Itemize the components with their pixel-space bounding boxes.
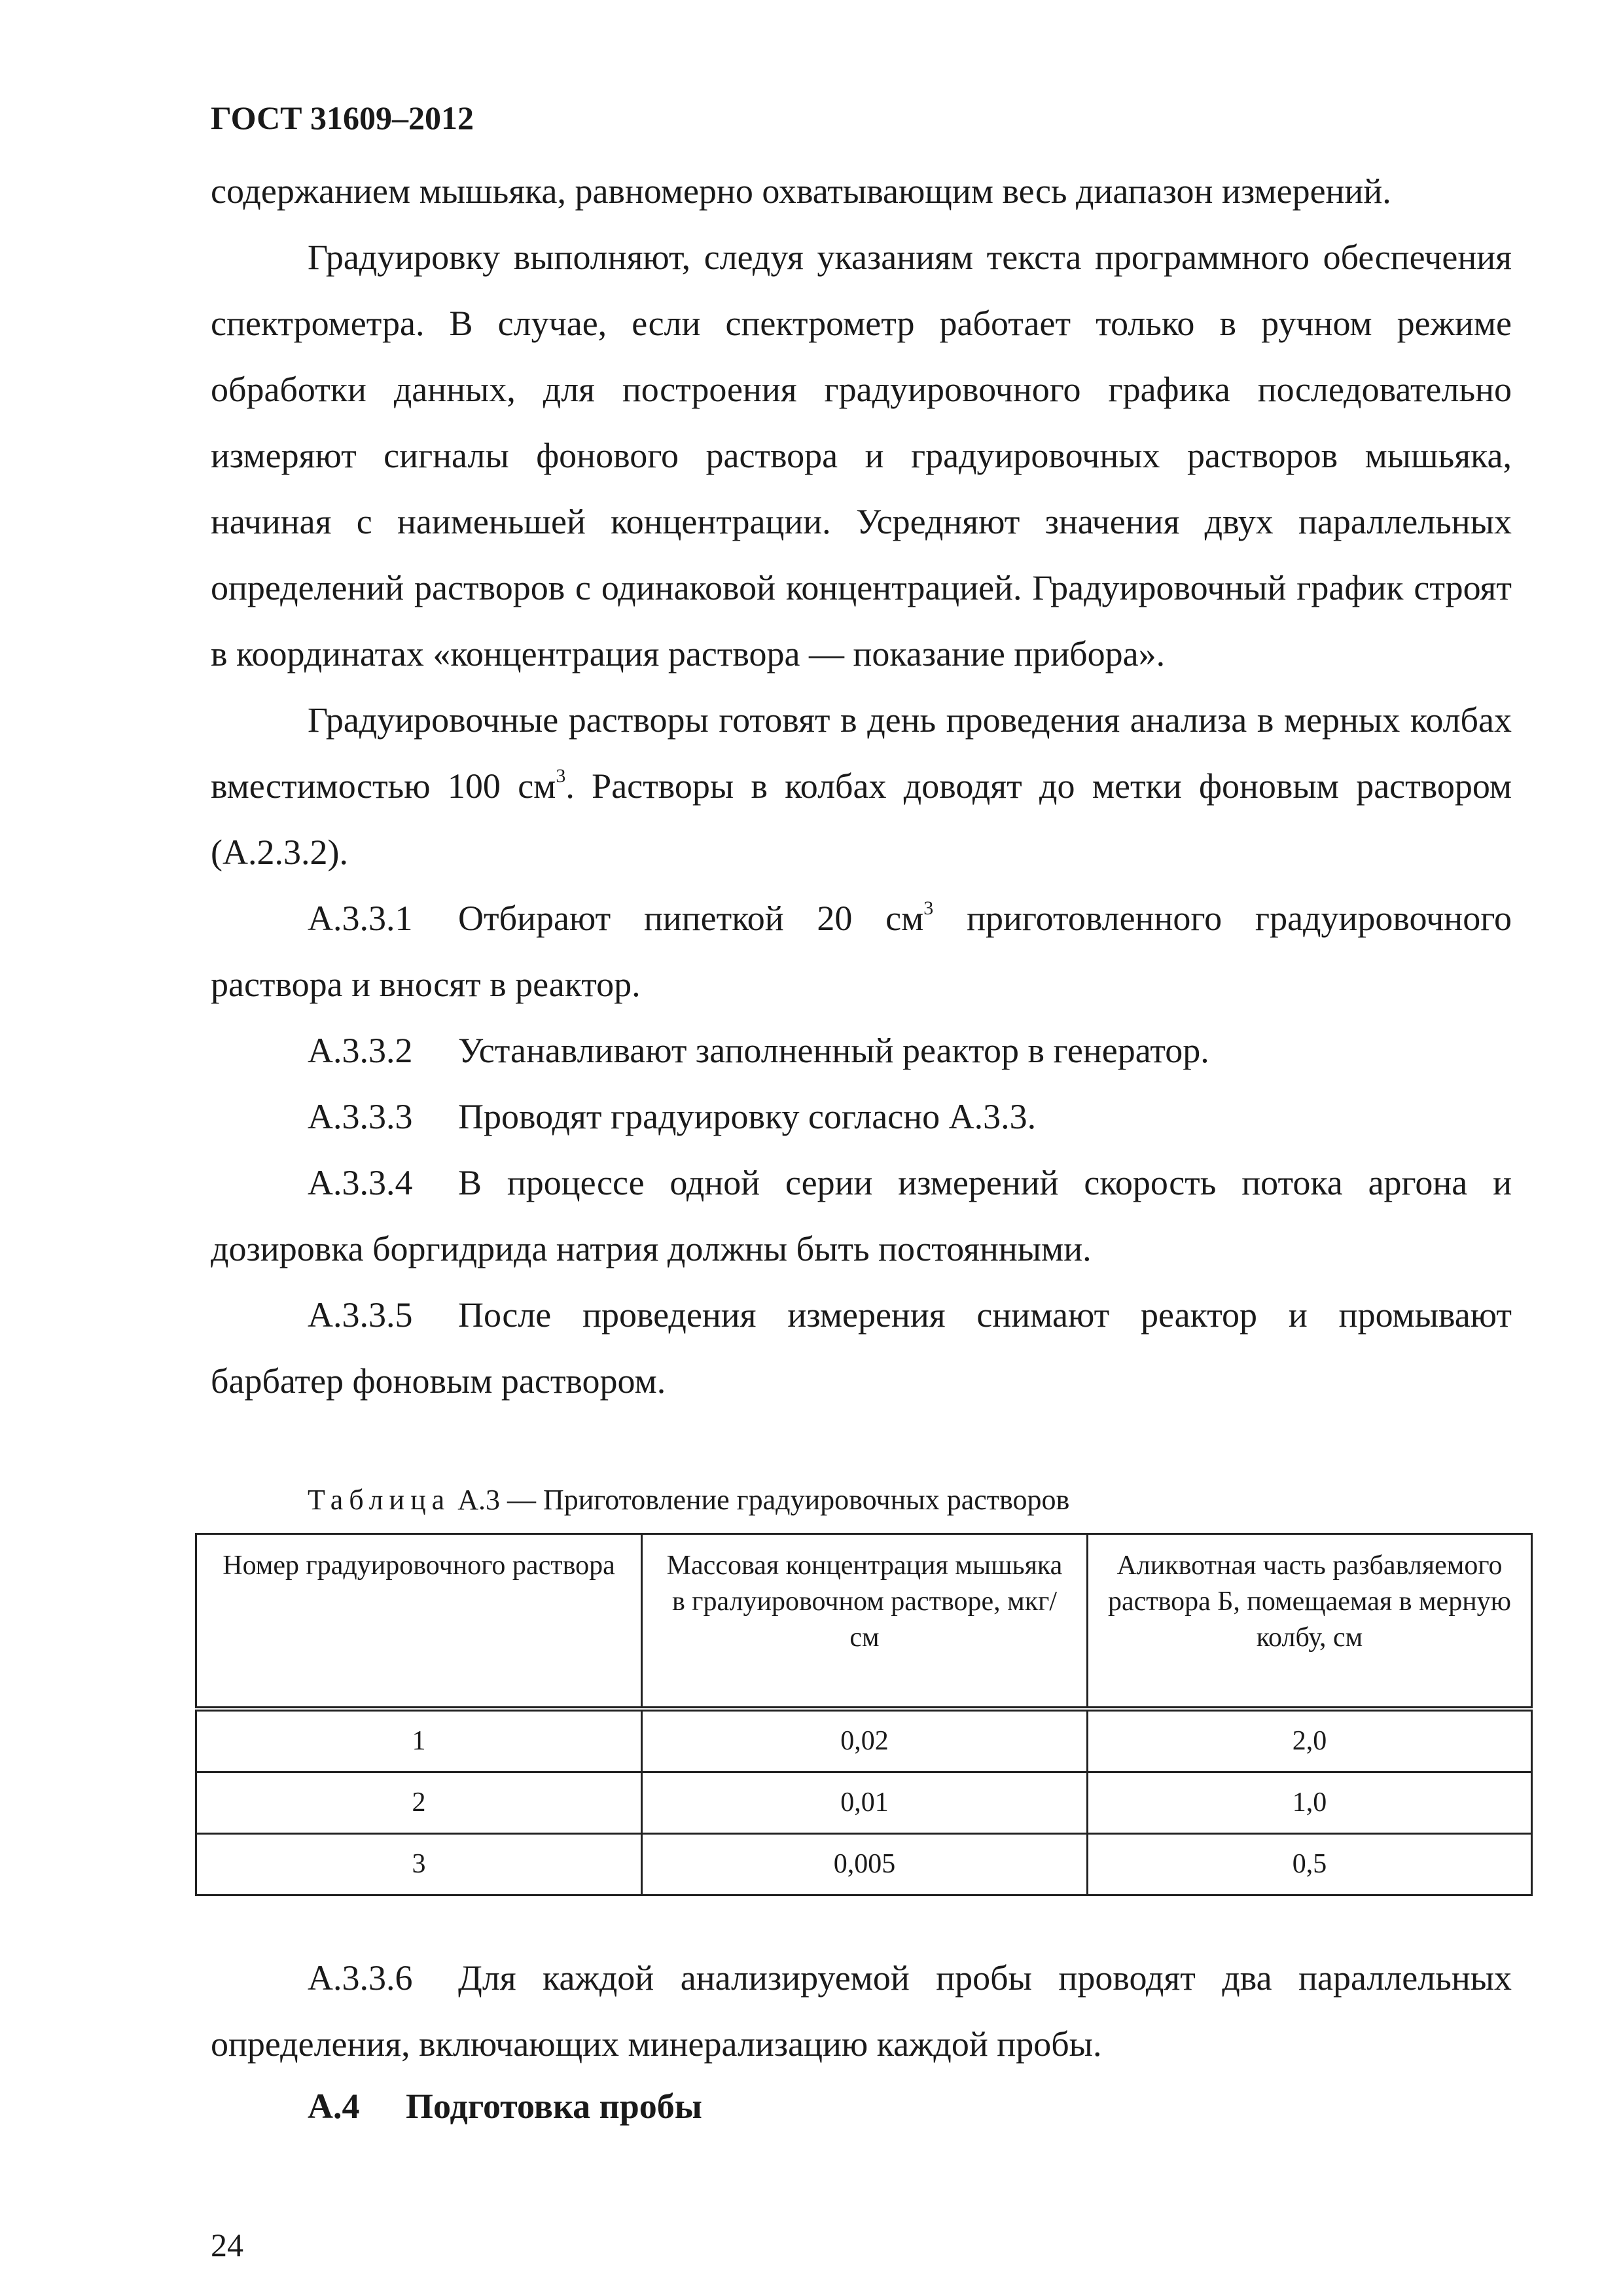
superscript: 3 [556, 765, 566, 787]
clause-a3-3-1 [211, 886, 1512, 1018]
table-cell: 2,0 [1088, 1709, 1532, 1772]
clause-number: А.3.3.2 [308, 1031, 413, 1070]
body-text-lower [211, 1945, 1512, 2077]
paragraph-text: . Растворы в колбах доводят до метки фоновым раствором (А.2.3.2). [211, 766, 1512, 872]
clause-text: После проведения измерения снимают реактор и промывают барбатер фоновым раствором. [211, 1295, 1512, 1401]
paragraph-calibration-procedure: Градуировку выполняют, следуя указаниям текста программного обеспечения спектрометра. В случае, если спектрометр работает только в ручном режиме обработки данных, для построения градуировочного графика последовательно измеряют сигналы фонового раствора и градуировочных растворов мышьяка, начиная с наименьшей концентрации. Усредняют значения двух параллельных определений растворов с одинаковой концентрацией. Градуировочный график строят в координатах «концентрация раствора — показание прибора». [211, 238, 1512, 673]
table-cell: 0,005 [642, 1834, 1088, 1895]
clause-number: А.3.3.4 [308, 1163, 413, 1202]
clause-text: приготовленного градуировочного раствора и вносят в реактор. [211, 899, 1512, 1004]
page-number: 24 [211, 2227, 243, 2263]
table-caption-label: Таблица [308, 1484, 451, 1516]
clause-number: А.3.3.3 [308, 1097, 413, 1136]
clause-text: Отбирают пипеткой 20 см [458, 899, 924, 938]
table-header-row [196, 1534, 1532, 1710]
paragraph-continuation: содержанием мышьяка, равномерно охватывающим весь диапазон измерений. [211, 171, 1391, 211]
clause-text: Для каждой анализируемой пробы проводят два параллельных определения, включающих минерализацию каждой пробы. [211, 1958, 1512, 2064]
table-cell: 1 [196, 1709, 642, 1772]
table-cell: 2 [196, 1772, 642, 1834]
paragraph-text: Градуировочные растворы готовят в день проведения анализа в мерных колбах вместимостью 100 см [211, 700, 1512, 806]
column-header-aliquot: Аликвотная часть разбавляемого раствора Б, помещаемая в мерную колбу, см [1088, 1534, 1532, 1710]
clause-a3-3-3 [211, 1084, 1512, 1150]
clause-a3-3-6 [211, 1945, 1512, 2077]
clause-number: А.3.3.6 [308, 1958, 413, 1998]
clause-number: А.3.3.1 [308, 899, 413, 938]
document-header: ГОСТ 31609–2012 [211, 99, 474, 136]
table-cell: 3 [196, 1834, 642, 1895]
clause-text: Устанавливают заполненный реактор в генератор. [458, 1031, 1209, 1070]
body-text-upper [211, 158, 1512, 1414]
clause-text: В процессе одной серии измерений скорость потока аргона и дозировка боргидрида натрия должны быть постоянными. [211, 1163, 1512, 1268]
calibration-solutions-table [195, 1533, 1533, 1896]
table-cell: 0,02 [642, 1709, 1088, 1772]
column-header-solution-number: Номер градуировочного раствора [196, 1534, 642, 1710]
table-caption-title: А.3 — Приготовление градуировочных растворов [450, 1484, 1070, 1516]
section-heading [308, 2080, 702, 2132]
clause-a3-3-4 [211, 1150, 1512, 1282]
table-cell: 0,5 [1088, 1834, 1532, 1895]
clause-text: Проводят градуировку согласно А.3.3. [458, 1097, 1037, 1136]
table-row [196, 1709, 1532, 1772]
clause-number: А.3.3.5 [308, 1295, 413, 1335]
table-caption [308, 1480, 1069, 1520]
superscript: 3 [923, 897, 934, 919]
section-number: А.4 [308, 2087, 360, 2126]
table-row [196, 1834, 1532, 1895]
clause-a3-3-5 [211, 1282, 1512, 1414]
section-title: Подготовка пробы [406, 2087, 702, 2126]
table-cell: 0,01 [642, 1772, 1088, 1834]
table-row [196, 1772, 1532, 1834]
clause-a3-3-2 [211, 1018, 1512, 1084]
table-cell: 1,0 [1088, 1772, 1532, 1834]
paragraph-calibration-solutions [211, 687, 1512, 886]
column-header-concentration: Массовая концентрация мышьяка в гралуировочном растворе, мкг/см [642, 1534, 1088, 1710]
